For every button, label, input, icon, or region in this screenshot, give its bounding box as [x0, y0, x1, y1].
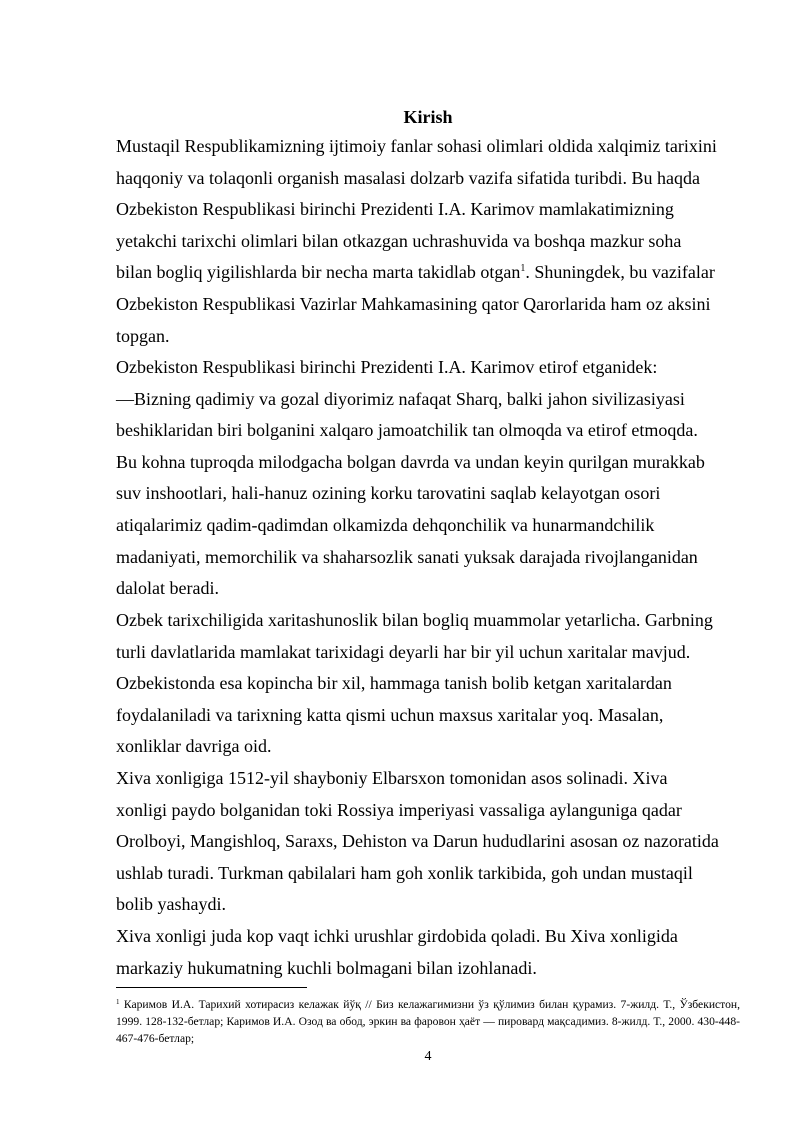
text-line: Bu kohna tuproqda milodgacha bolgan davrda va undan keyin qurilgan murakkab	[116, 451, 705, 472]
text-line: Xiva xonligiga 1512-yil shayboniy Elbarsxon tomonidan asos solinadi. Xiva	[116, 768, 668, 788]
text-line: Orolboyi, Mangishloq, Saraxs, Dehiston va Darun hududlarini asosan oz nazoratida	[116, 831, 719, 852]
text-line: foydalaniladi va tarixning katta qismi uchun maxsus xaritalar yoq. Masalan,	[116, 704, 664, 725]
paragraph-4	[116, 763, 746, 921]
text-line: dalolat beradi.	[116, 578, 219, 599]
footnote-reference[interactable]: 1	[520, 263, 526, 275]
text-line: Mustaqil Respublikamizning ijtimoiy fanlar sohasi olimlari oldida xalqimiz tarixini	[116, 136, 717, 156]
footnote-mark: 1	[116, 998, 120, 1006]
text-line: xonligi paydo bolganidan toki Rossiya imperiyasi vassaliga aylanguniga qadar	[116, 799, 682, 820]
text-line: suv inshootlari, hali-hanuz ozining korku tarovatini saqlab kelayotgan osori	[116, 483, 661, 504]
paragraph-1	[116, 131, 746, 352]
footnote-text: Каримов И.А. Тарихий хотирасиз келажак йўқ // Биз келажагимизни ўз қўлимиз билан қурамиз. 7-жилд. Т., Ўзбекистон, 1999. 128-132-бетлар; Каримов И.А. Озод ва обод, эркин ва фаровон ҳаёт — пировард мақсадимиз. 8-жилд. Т., 2000. 430-448-467-476-бетлар;	[116, 998, 740, 1045]
text-line: topgan.	[116, 325, 170, 346]
text-line: xonliklar davriga oid.	[116, 736, 272, 757]
paragraph-3	[116, 605, 746, 763]
text-line: madaniyati, memorchilik va shaharsozlik sanati yuksak darajada rivojlanganidan	[116, 546, 698, 567]
text-line: bolib yashaydi.	[116, 894, 226, 915]
text-line: Ozbekistonda esa kopincha bir xil, hammaga tanish bolib ketgan xaritalardan	[116, 673, 672, 694]
text-line: Ozbekiston Respublikasi Vazirlar Mahkamasining qator Qarorlarida ham oz aksini	[116, 293, 711, 314]
section-heading: Kirish	[403, 107, 453, 127]
text-segment: . Shuningdek, bu vazifalar	[525, 262, 715, 283]
text-line: Ozbekiston Respublikasi birinchi Prezidenti I.A. Karimov mamlakatimizning	[116, 199, 674, 220]
text-line: turli davlatlarida mamlakat tarixidagi deyarli har bir yil uchun xaritalar mavjud.	[116, 641, 691, 662]
text-line: haqqoniy va tolaqonli organish masalasi dolzarb vazifa sifatida turibdi. Bu haqda	[116, 167, 701, 188]
text-line: Ozbek tarixchiligida xaritashunoslik bilan bogliq muammolar yetarlicha. Garbning	[116, 610, 713, 630]
page-number: 4	[424, 1049, 432, 1064]
text-line: ushlab turadi. Turkman qabilalari ham goh xonlik tarkibida, goh undan mustaqil	[116, 862, 693, 883]
text-line: Ozbekiston Respublikasi birinchi Prezidenti I.A. Karimov etirof etganidek:	[116, 357, 658, 377]
paragraph-2	[116, 352, 746, 605]
text-line: beshiklaridan biri bolganini xalqaro jamoatchilik tan olmoqda va etirof etmoqda.	[116, 420, 698, 441]
text-line: —Bizning qadimiy va gozal diyorimiz nafaqat Sharq, balki jahon sivilizasiyasi	[116, 388, 685, 409]
text-segment: bilan bogliq yigilishlarda bir necha marta takidlab otgan	[116, 262, 521, 283]
footnote-separator	[116, 987, 307, 988]
text-line: Xiva xonligi juda kop vaqt ichki urushlar girdobida qoladi. Bu Xiva xonligida	[116, 926, 678, 946]
text-line: markaziy hukumatning kuchli bolmagani bilan izohlanadi.	[116, 957, 537, 978]
text-line: yetakchi tarixchi olimlari bilan otkazgan uchrashuvida va boshqa mazkur soha	[116, 230, 682, 251]
text-line	[116, 257, 746, 289]
footnote	[116, 996, 740, 1047]
text-line: atiqalarimiz qadim-qadimdan olkamizda dehqonchilik va hunarmandchilik	[116, 514, 655, 535]
paragraph-5	[116, 921, 746, 984]
